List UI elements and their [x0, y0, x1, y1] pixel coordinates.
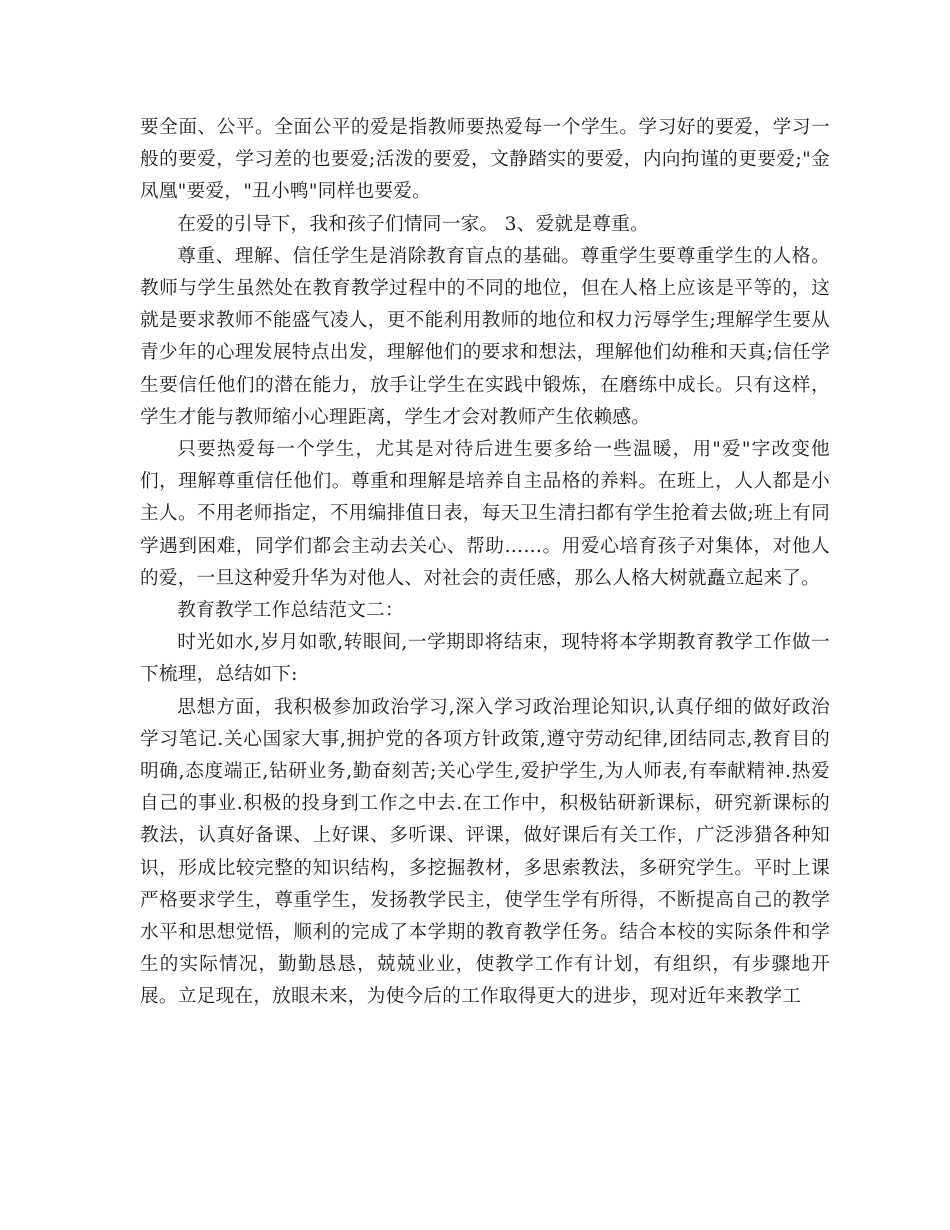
section-heading-sample-two: 教育教学工作总结范文二： — [177, 600, 404, 622]
paragraph-6: 时光如水,岁月如歌,转眼间,一学期即将结束，现特将本学期教育教学工作做一下梳理，总结如下: — [140, 632, 830, 686]
paragraph-2: 在爱的引导下，我和孩子们情同一家。 3、爱就是尊重。 — [177, 213, 649, 235]
paragraph-7: 思想方面，我积极参加政治学习,深入学习政治理论知识,认真仔细的做好政治学习笔记.关心国家大事,拥护党的各项方针政策,遵守劳动纪律,团结同志,教育目的明确,态度端正,钻研业务,勤奋刻苦;关心学生,爱护学生,为人师表,有奉献精神.热爱自己的事业.积极的投身到工作之中去.在工作中，积极钻研新课标，研究新课标的教法，认真好备课、上好课、多听课、评课，做好课后有关工作，广泛涉猎各种知识，形成比较完整的知识结构，多挖掘教材，多思索教法，多研究学生。平时上课严格要求学生，尊重学生，发扬教学民主，使学生学有所得，不断提高自己的教学水平和思想觉悟，顺利的完成了本学期的教育教学任务。结合本校的实际条件和学生的实际情况，勤勤恳恳，兢兢业业，使教学工作有计划，有组织，有步骤地开展。立足现在，放眼未来，为使今后的工作取得更大的进步，现对近年来教学工 — [140, 696, 830, 1008]
document-body — [140, 112, 830, 1014]
paragraph-3: 尊重、理解、信任学生是消除教育盲点的基础。尊重学生要尊重学生的人格。教师与学生虽然处在教育教学过程中的不同的地位，但在人格上应该是平等的，这就是要求教师不能盛气凌人，更不能利用教师的地位和权力污辱学生;理解学生要从青少年的心理发展特点出发，理解他们的要求和想法，理解他们幼稚和天真;信任学生要信任他们的潜在能力，放手让学生在实践中锻炼，在磨练中成长。只有这样，学生才能与教师缩小心理距离，学生才会对教师产生依赖感。 — [140, 245, 830, 428]
paragraph-4: 只要热爱每一个学生，尤其是对待后进生要多给一些温暖，用"爱"字改变他们，理解尊重信任他们。尊重和理解是培养自主品格的养料。在班上，人人都是小主人。不用老师指定，不用编排值日表，每天卫生清扫都有学生抢着去做;班上有同学遇到困难，同学们都会主动去关心、帮助……。用爱心培育孩子对集体，对他人的爱，一旦这种爱升华为对他人、对社会的责任感，那么人格大树就矗立起来了。 — [140, 439, 830, 589]
paragraph-1: 要全面、公平。全面公平的爱是指教师要热爱每一个学生。学习好的要爱，学习一般的要爱，学习差的也要爱;活泼的要爱，文静踏实的要爱，内向拘谨的更要爱;"金凤凰"要爱，"丑小鸭"同样也要爱。 — [140, 117, 830, 203]
